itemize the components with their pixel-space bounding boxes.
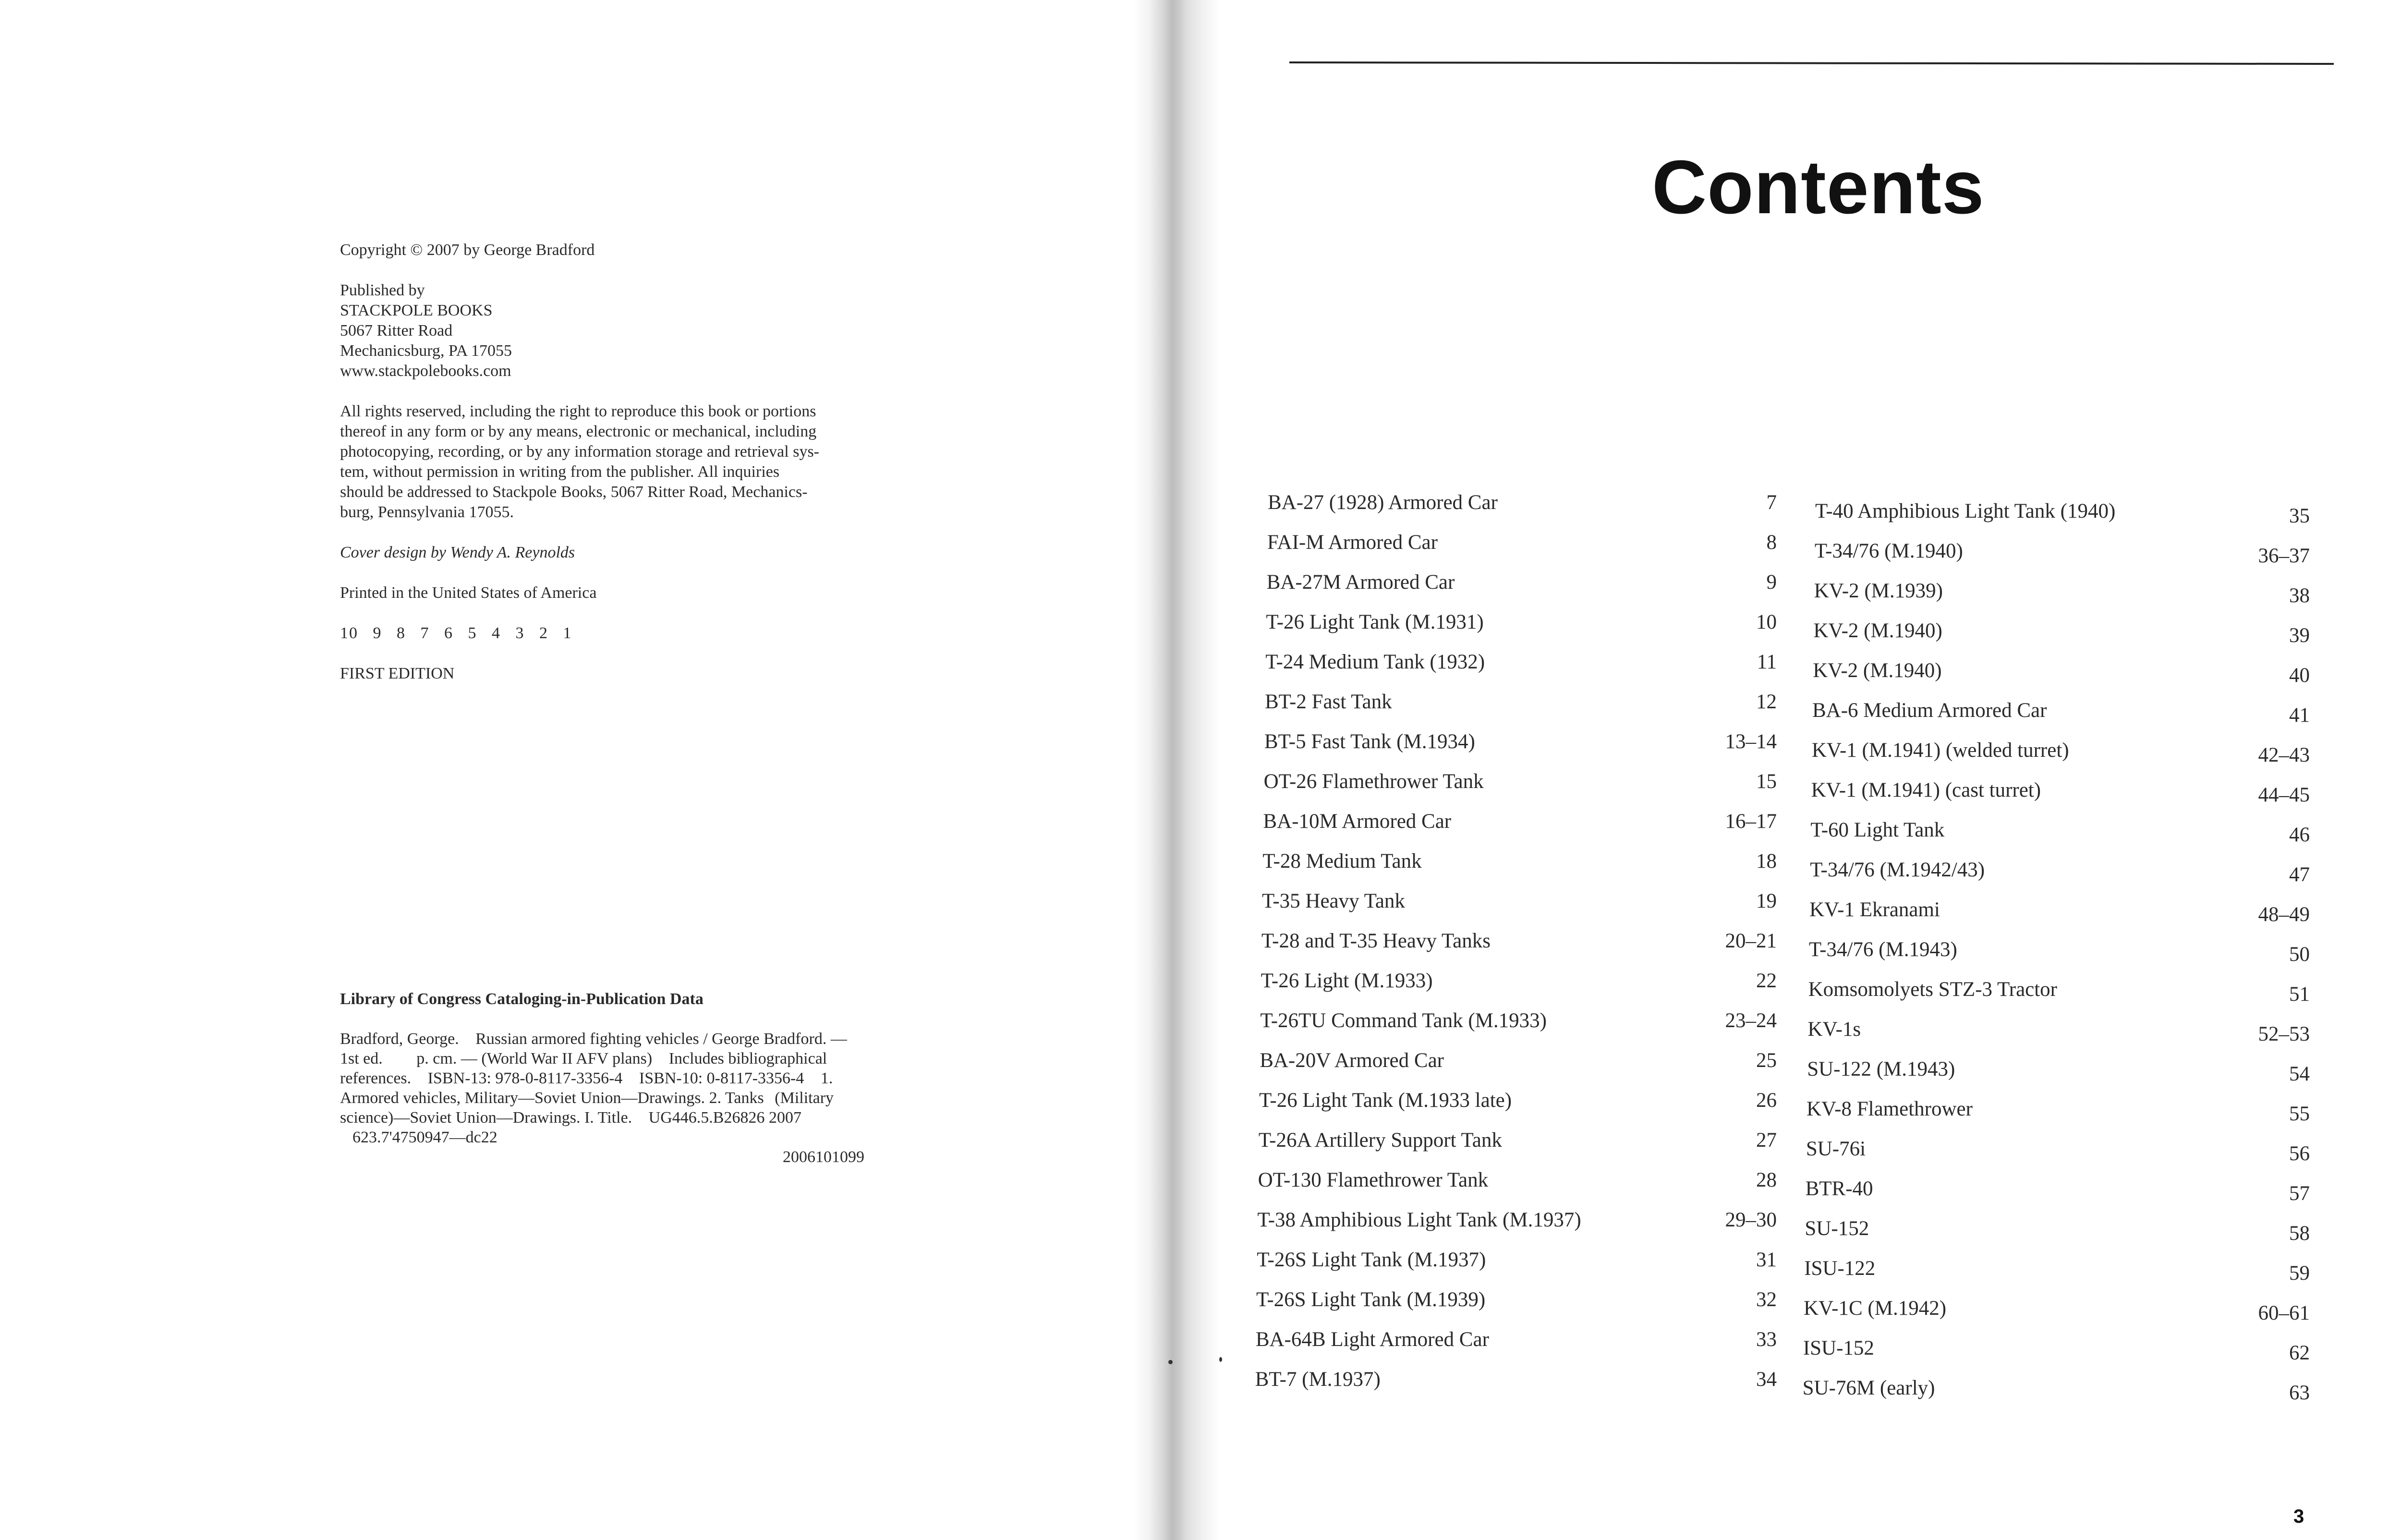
toc-entry [1264, 730, 1777, 770]
toc-entry-title: T-34/76 (M.1940) [1814, 540, 1963, 562]
publisher-city: Mechanicsburg, PA 17055 [340, 342, 512, 360]
cip-subjects: 1. Armored vehicles, Military—Soviet Union—Drawings. 2. Tanks [340, 1069, 833, 1107]
toc-entry-title: BA-27M Armored Car [1266, 571, 1455, 594]
book-gutter-shadow [1133, 0, 1220, 1540]
toc-entry-page: 11 [1757, 651, 1777, 673]
toc-entry [1267, 531, 1777, 570]
toc-entry-title: T-26TU Command Tank (M.1933) [1260, 1009, 1547, 1032]
toc-entry-page: 19 [1756, 890, 1777, 912]
toc-entry-page: 50 [2289, 943, 2310, 966]
scan-speck [1168, 1360, 1173, 1364]
toc-entry-title: T-26S Light Tank (M.1939) [1256, 1288, 1486, 1311]
toc-entry [1806, 1177, 2310, 1217]
cip-lc-class: UG446.5.B26826 2007 [648, 1109, 801, 1127]
toc-entry [1808, 978, 2310, 1018]
toc-entry [1815, 539, 2310, 579]
toc-entry-title: Komsomolyets STZ-3 Tractor [1808, 978, 2058, 1001]
toc-entry-page: 27 [1756, 1129, 1777, 1152]
rights-line: should be addressed to Stackpole Books, 5067 Ritter Road, Mechanics- [340, 483, 808, 501]
toc-entry [1257, 1208, 1777, 1248]
toc-entry [1263, 810, 1777, 849]
toc-column-left [1255, 491, 1777, 1407]
publisher-block [340, 280, 864, 381]
copyright-page [0, 0, 1143, 1540]
toc-entry [1809, 898, 2310, 938]
rights-line: tem, without permission in writing from the publisher. All inquiries [340, 463, 780, 481]
toc-entry [1261, 969, 1777, 1009]
toc-entry [1260, 1009, 1777, 1049]
cip-heading: Library of Congress Cataloging-in-Publication Data [340, 990, 703, 1008]
toc-entry [1810, 858, 2310, 898]
toc-column-right [1802, 499, 2310, 1416]
toc-entry-page: 57 [2289, 1182, 2310, 1205]
toc-entry-page: 15 [1756, 770, 1777, 793]
toc-entry-title: T-34/76 (M.1942/43) [1810, 859, 1985, 881]
rights-line: All rights reserved, including the right to reproduce this book or portions [340, 402, 816, 420]
toc-entry [1262, 849, 1777, 889]
toc-entry-title: T-24 Medium Tank (1932) [1265, 651, 1485, 673]
toc-entry-page: 31 [1756, 1249, 1777, 1271]
toc-entry-page: 33 [1756, 1328, 1777, 1351]
printing-numbers: 10 9 8 7 6 5 4 3 2 1 [340, 624, 572, 642]
toc-entry [1805, 1217, 2310, 1257]
toc-entry-title: T-26S Light Tank (M.1937) [1257, 1249, 1486, 1271]
publisher-line: Published by [340, 281, 425, 299]
toc-entry-page: 20–21 [1725, 930, 1777, 952]
toc-entry-page: 7 [1766, 491, 1777, 514]
edition: FIRST EDITION [340, 665, 455, 682]
toc-entry [1267, 570, 1777, 610]
toc-entry-title: BA-10M Armored Car [1263, 810, 1452, 833]
cip-lccn: 2006101099 [783, 1148, 864, 1166]
toc-entry-title: BT-5 Fast Tank (M.1934) [1264, 730, 1475, 753]
toc-entry-page: 26 [1756, 1089, 1777, 1112]
toc-entry-page: 32 [1756, 1288, 1777, 1311]
toc-entry [1256, 1288, 1777, 1328]
toc-entry [1255, 1368, 1777, 1407]
toc-entry [1259, 1089, 1777, 1128]
toc-entry-page: 38 [2289, 584, 2310, 607]
toc-entry-title: SU-152 [1805, 1217, 1869, 1240]
rights-statement [340, 401, 864, 522]
cip-subjects-cont: (Military science)—Soviet Union—Drawings. I. Title. [340, 1089, 834, 1127]
toc-entry-page: 39 [2289, 624, 2310, 647]
publisher-street: 5067 Ritter Road [340, 322, 453, 340]
toc-entry-title: T-28 and T-35 Heavy Tanks [1261, 930, 1491, 952]
toc-entry [1809, 938, 2310, 978]
toc-entry-title: BA-27 (1928) Armored Car [1268, 491, 1498, 514]
toc-entry-title: KV-1s [1807, 1018, 1861, 1041]
toc-entry-title: T-34/76 (M.1943) [1808, 938, 1957, 961]
toc-entry-page: 63 [2289, 1382, 2310, 1404]
toc-entry [1257, 1248, 1777, 1288]
toc-entry-page: 56 [2289, 1142, 2310, 1165]
toc-entry-page: 40 [2289, 664, 2310, 687]
publisher-name: STACKPOLE BOOKS [340, 302, 493, 319]
toc-entry-page: 12 [1756, 691, 1777, 713]
toc-entry-title: T-26 Light Tank (M.1933 late) [1259, 1089, 1512, 1112]
cip-physical: p. cm. — (World War II AFV plans) [416, 1050, 653, 1067]
toc-entry-page: 47 [2289, 863, 2310, 886]
toc-entry-page: 42–43 [2258, 744, 2310, 766]
toc-entry-page: 59 [2289, 1262, 2310, 1285]
toc-entry [1807, 1057, 2310, 1097]
rights-line: photocopying, recording, or by any information storage and retrieval sys- [340, 443, 820, 461]
toc-entry-title: T-38 Amphibious Light Tank (M.1937) [1257, 1209, 1581, 1231]
toc-entry-title: T-26A Artillery Support Tank [1258, 1129, 1502, 1152]
toc-entry-title: KV-2 (M.1940) [1813, 619, 1942, 642]
toc-entry [1264, 770, 1777, 810]
toc-entry [1814, 579, 2310, 619]
toc-entry-title: KV-2 (M.1940) [1813, 659, 1942, 682]
toc-entry [1258, 1168, 1777, 1208]
toc-entry-title: SU-76M (early) [1802, 1377, 1935, 1399]
toc-entry-page: 18 [1756, 850, 1777, 873]
cip-dewey: 623.7'4750947—dc22 [352, 1128, 497, 1146]
toc-entry-page: 9 [1766, 571, 1777, 594]
toc-entry-page: 34 [1756, 1368, 1777, 1391]
toc-entry [1261, 929, 1777, 969]
toc-entry-page: 48–49 [2258, 903, 2310, 926]
toc-entry-title: FAI-M Armored Car [1267, 531, 1438, 554]
toc-entry-page: 60–61 [2258, 1302, 2310, 1324]
toc-entry-title: T-35 Heavy Tank [1262, 890, 1405, 912]
scan-speck [1219, 1357, 1222, 1362]
toc-entry [1268, 491, 1777, 531]
toc-entry-page: 44–45 [2258, 784, 2310, 806]
toc-entry-title: T-26 Light Tank (M.1931) [1266, 611, 1484, 633]
printed-in: Printed in the United States of America [340, 584, 597, 602]
toc-entry-page: 36–37 [2258, 545, 2310, 567]
copyright-line: Copyright © 2007 by George Bradford [340, 241, 595, 259]
toc-entry-title: KV-1C (M.1942) [1804, 1297, 1947, 1320]
toc-entry-page: 29–30 [1725, 1209, 1777, 1231]
toc-entry [1813, 619, 2310, 659]
toc-entry-title: KV-1 (M.1941) (cast turret) [1811, 779, 2041, 801]
toc-entry-page: 51 [2289, 983, 2310, 1006]
toc-entry [1803, 1376, 2310, 1416]
rights-line: thereof in any form or by any means, electronic or mechanical, including [340, 423, 817, 440]
toc-entry-title: BT-7 (M.1937) [1255, 1368, 1381, 1391]
toc-entry [1265, 690, 1777, 730]
toc-entry-title: KV-8 Flamethrower [1807, 1098, 1973, 1120]
toc-entry [1260, 1049, 1777, 1089]
toc-entry-title: T-26 Light (M.1933) [1261, 970, 1433, 992]
toc-entry-page: 62 [2289, 1342, 2310, 1364]
toc-entry-title: T-28 Medium Tank [1262, 850, 1422, 873]
toc-entry-page: 16–17 [1725, 810, 1777, 833]
toc-entry-title: BA-64B Light Armored Car [1255, 1328, 1489, 1351]
toc-entry [1256, 1328, 1777, 1368]
cip-isbn13: ISBN-13: 978-0-8117-3356-4 [427, 1069, 623, 1087]
toc-entry-title: KV-1 Ekranami [1809, 898, 1940, 921]
toc-entry-title: BTR-40 [1805, 1177, 1873, 1200]
toc-entry [1807, 1097, 2310, 1137]
toc-entry-title: ISU-122 [1804, 1257, 1876, 1280]
toc-entry-page: 23–24 [1725, 1009, 1777, 1032]
cip-bibliography: Includes bibliographical references. [340, 1050, 827, 1087]
toc-entry [1810, 818, 2310, 858]
toc-entry [1266, 610, 1777, 650]
toc-entry [1811, 778, 2310, 818]
toc-entry [1813, 659, 2310, 699]
toc-entry-page: 25 [1756, 1049, 1777, 1072]
toc-entry [1804, 1297, 2310, 1336]
toc-entry-page: 41 [2289, 704, 2310, 727]
toc-entry [1812, 739, 2310, 778]
toc-entry-title: BA-6 Medium Armored Car [1812, 699, 2047, 722]
toc-entry-title: T-40 Amphibious Light Tank (1940) [1815, 500, 2116, 522]
toc-entry-page: 46 [2289, 824, 2310, 846]
toc-entry-title: T-60 Light Tank [1810, 819, 1945, 841]
toc-entry-page: 35 [2289, 505, 2310, 527]
toc-entry [1815, 499, 2310, 539]
toc-entry-page: 52–53 [2258, 1023, 2310, 1045]
toc-entry-title: OT-26 Flamethrower Tank [1263, 770, 1484, 793]
toc-entry-title: KV-2 (M.1939) [1814, 580, 1943, 602]
toc-entry-page: 28 [1756, 1169, 1777, 1191]
page-title: Contents [1652, 145, 1985, 230]
toc-entry-title: ISU-152 [1803, 1337, 1874, 1359]
toc-entry-page: 13–14 [1725, 730, 1777, 753]
cip-author: Bradford, George. [340, 1030, 459, 1048]
imprint-block [340, 240, 864, 704]
cip-title: Russian armored fighting vehicles / George Bradford. — 1st ed. [340, 1030, 847, 1067]
toc-entry [1812, 699, 2310, 739]
rights-line: burg, Pennsylvania 17055. [340, 503, 514, 521]
toc-entry [1807, 1018, 2310, 1057]
publisher-website: www.stackpolebooks.com [340, 362, 511, 380]
toc-entry-page: 22 [1756, 970, 1777, 992]
toc-entry [1259, 1128, 1777, 1168]
cip-data-block [340, 989, 864, 1167]
toc-entry-page: 55 [2289, 1103, 2310, 1125]
toc-entry-title: BT-2 Fast Tank [1265, 691, 1392, 713]
toc-entry-page: 58 [2289, 1222, 2310, 1245]
toc-entry-page: 54 [2289, 1063, 2310, 1085]
toc-entry-page: 8 [1766, 531, 1777, 554]
page-number: 3 [2293, 1506, 2304, 1527]
toc-entry-title: SU-122 (M.1943) [1807, 1058, 1955, 1080]
header-rule [1289, 61, 2334, 65]
toc-entry-title: KV-1 (M.1941) (welded turret) [1811, 739, 2069, 762]
toc-entry [1806, 1137, 2310, 1177]
toc-entry [1804, 1257, 2310, 1297]
toc-entry-title: SU-76i [1806, 1138, 1866, 1160]
toc-entry-page: 10 [1756, 611, 1777, 633]
toc-entry-title: OT-130 Flamethrower Tank [1258, 1169, 1489, 1191]
cip-isbn10: ISBN-10: 0-8117-3356-4 [639, 1069, 804, 1087]
toc-entry-title: BA-20V Armored Car [1260, 1049, 1444, 1072]
toc-entry [1265, 650, 1777, 690]
toc-entry [1803, 1336, 2310, 1376]
toc-entry [1262, 889, 1777, 929]
cover-design-credit: Cover design by Wendy A. Reynolds [340, 544, 575, 561]
